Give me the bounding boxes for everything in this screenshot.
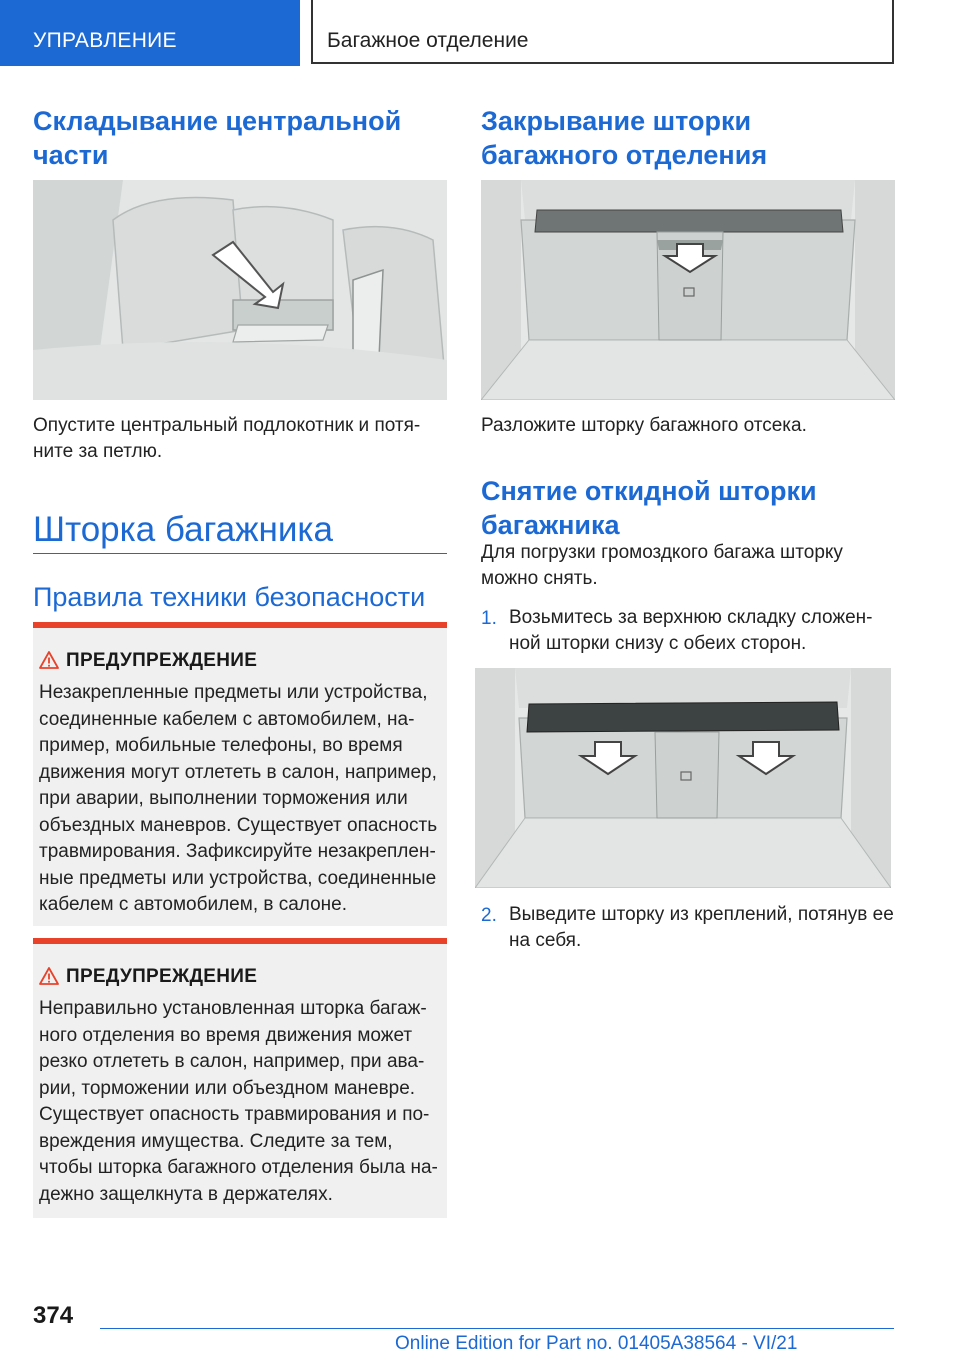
fold-caption: Опустите центральный подлокотник и потя-ните за петлю. (33, 415, 421, 462)
cargo-cover-closing-image (481, 180, 895, 400)
warning-triangle-icon (39, 966, 59, 986)
step-1-text: Возьмитесь за верхнюю складку сложен-ной шторки снизу с обеих сторон. (509, 607, 873, 654)
header-section-tab (0, 0, 300, 66)
warning-1-text: Незакрепленные предметы или устройства, соединенные кабелем с автомобилем, на-пример, мобильные телефоны, во время движения могут отлететь в салон, например, при аварии, выполнении торможения или объездных маневров. Существует опасность травмирования. Зафиксируйте незакреплен-ные предметы или устройства, соединенные кабелем с автомобилем, в салоне. (39, 682, 438, 915)
step-2-number: 2. (481, 905, 497, 926)
header-chapter-label: Багажное отделение (327, 29, 529, 52)
close-cover-title: Закрывание шторки багажного отделения (481, 106, 768, 170)
cargo-cover-removal-image (475, 668, 891, 888)
footer-rule (100, 1328, 894, 1329)
warning-1-heading: ПРЕДУПРЕЖДЕНИЕ (66, 650, 258, 671)
header-chapter-box (311, 0, 894, 64)
warning-2-text: Неправильно установленная шторка багаж-ного отделения во время движения может резко отлететь в салон, например, при ава-рии, торможении или объездном маневре. Существует опасность травмирования и по-вреждения имущества. Следите за тем, чтобы шторка багажного отделения была на-дежно защелкнута в держателях. (39, 998, 438, 1205)
footer-edition: Online Edition for Part no. 01405A38564 - VI/21 (395, 1333, 798, 1354)
main-section-title: Шторка багажника (33, 510, 333, 549)
warning-box-2 (33, 938, 447, 1218)
rear-seat-armrest-image (33, 180, 447, 400)
warning-2-heading: ПРЕДУПРЕЖДЕНИЕ (66, 966, 258, 987)
warning-box-1 (33, 622, 447, 926)
step-1-number: 1. (481, 608, 497, 629)
warning-triangle-icon (39, 650, 59, 670)
close-cover-caption: Разложите шторку багажного отсека. (481, 415, 807, 436)
step-2-text: Выведите шторку из креплений, потянув ее на себя. (509, 904, 894, 951)
remove-cover-title: Снятие откидной шторки багажника (481, 476, 817, 540)
safety-title: Правила техники безопасности (33, 582, 426, 612)
header-section-label: УПРАВЛЕНИЕ (33, 29, 177, 52)
remove-cover-intro: Для погрузки громоздкого багажа шторку можно снять. (481, 542, 843, 589)
main-section-rule (33, 553, 447, 554)
fold-title: Складывание центральной части (33, 106, 402, 170)
page-number: 374 (33, 1302, 74, 1329)
